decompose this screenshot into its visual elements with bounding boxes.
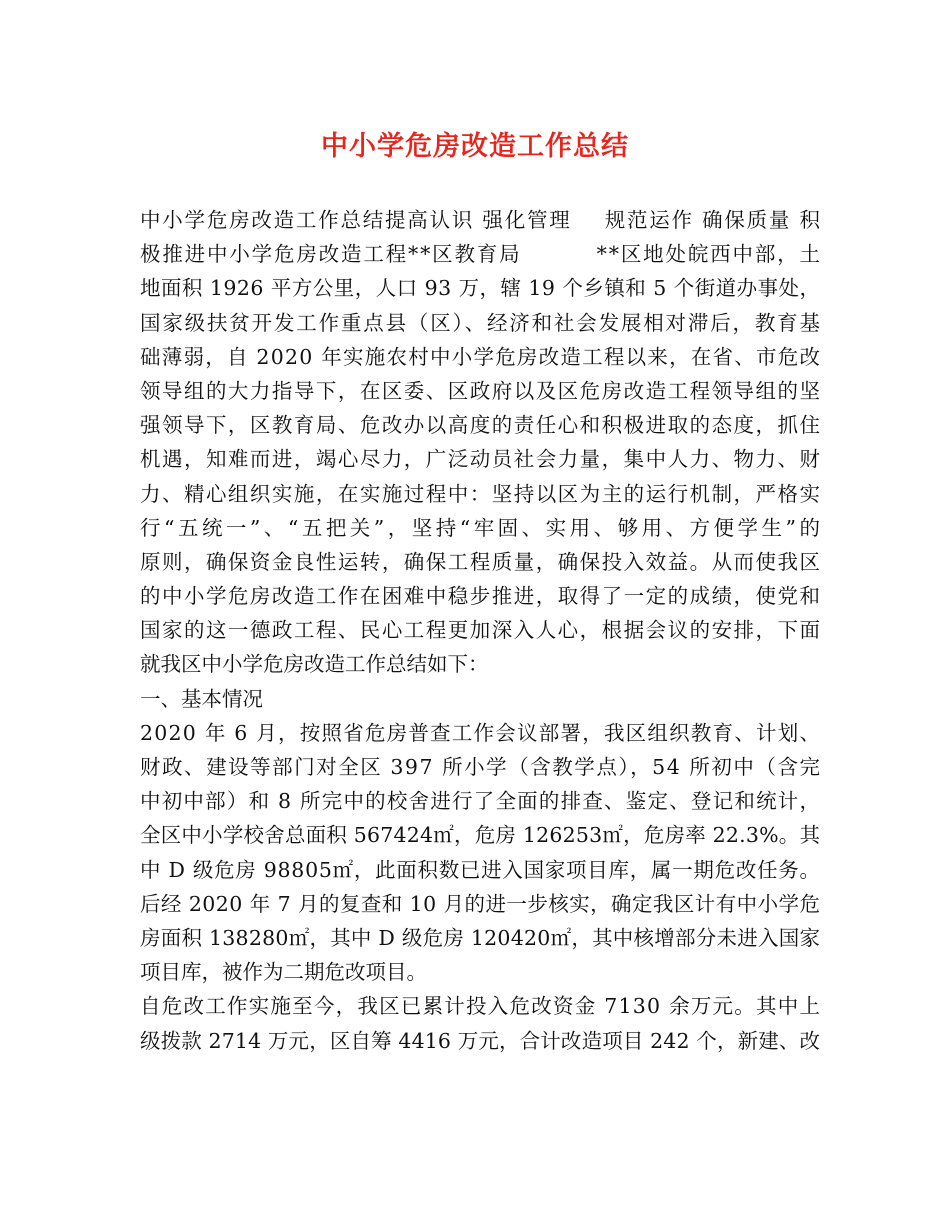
text-line: 项目库，被作为二期危改项目。 [140,960,427,985]
text-line: 一、基本情况 [140,686,263,711]
text-line: 房面积 138280㎡，其中 D 级危房 120420㎡，其中核增部分未进入国家 [140,925,821,950]
text-line: 地面积 1926 平方公里，人口 93 万，辖 19 个乡镇和 5 个街道办事处， [140,276,821,301]
text-line: 原则，确保资金良性运转，确保工程质量，确保投入效益。从而使我区 [140,549,822,574]
text-line: 机遇，知难而进，竭心尽力，广泛动员社会力量，集中人力、物力、财 [140,447,822,472]
text-line: 财政、建设等部门对全区 397 所小学（含教学点），54 所初中（含完 [140,755,822,779]
text-line: 领导组的大力指导下，在区委、区政府以及区危房改造工程领导组的坚 [140,378,822,403]
text-line: 中 D 级危房 98805㎡，此面积数已进入国家项目库，属一期危改任务。 [140,857,821,882]
text-line: 就我区中小学危房改造工作总结如下： [140,652,489,677]
text-line: 自危改工作实施至今，我区已累计投入危改资金 7130 余万元。其中上 [140,994,822,1019]
text-line: 全区中小学校舍总面积 567424㎡，危房 126253㎡，危房率 22.3%。其 [140,823,821,848]
text-line: 国家的这一德政工程、民心工程更加深入人心，根据会议的安排，下面 [140,618,822,643]
text-line: 行“五统一”、“五把关”，坚持“牢固、实用、够用、方便学生”的 [140,515,824,540]
text-line: 后经 2020 年 7 月的复查和 10 月的进一步核实，确定我区计有中小学危 [140,891,821,916]
document-body [140,203,824,1058]
document-title: 中小学危房改造工作总结 [321,131,629,162]
text-line: 础薄弱，自 2020 年实施农村中小学危房改造工程以来，在省、市危改 [140,344,822,369]
text-line: 2020 年 6 月，按照省危房普查工作会议部署，我区组织教育、计划、 [140,720,822,745]
text-line: 的中小学危房改造工作在困难中稳步推进，取得了一定的成绩，使党和 [140,584,822,609]
text-line: 极推进中小学危房改造工程**区教育局 **区地处皖西中部，土 [140,242,822,267]
text-line: 国家级扶贫开发工作重点县（区）、经济和社会发展相对滞后，教育基 [140,310,822,335]
text-line: 力、精心组织实施，在实施过程中：坚持以区为主的运行机制，严格实 [140,481,822,506]
text-line: 中初中部）和 8 所完中的校舍进行了全面的排查、鉴定、登记和统计， [140,789,822,814]
text-line: 强领导下，区教育局、危改办以高度的责任心和积极进取的态度，抓住 [140,413,822,438]
text-line: 中小学危房改造工作总结提高认识 强化管理 规范运作 确保质量 积 [140,208,822,232]
text-line: 级拨款 2714 万元，区自筹 4416 万元，合计改造项目 242 个，新建、改 [140,1028,821,1053]
